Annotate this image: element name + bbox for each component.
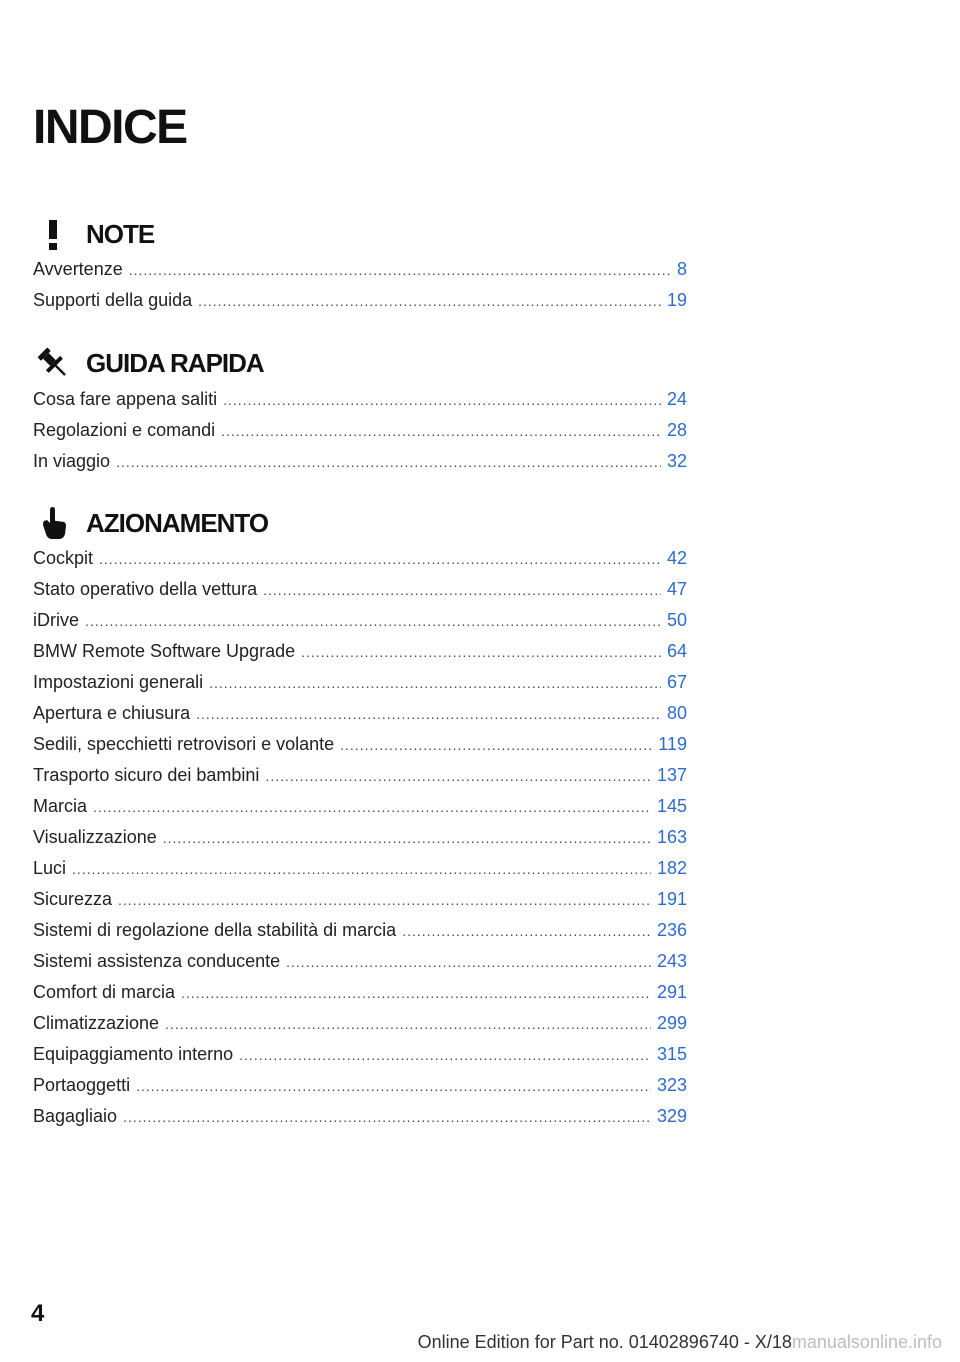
page-number: 4 [31, 1300, 45, 1327]
toc-entry-page[interactable]: 32 [666, 451, 687, 471]
dot-leader [265, 768, 651, 784]
toc-entry[interactable] [33, 734, 687, 758]
toc-entry[interactable] [33, 920, 687, 944]
exclamation-icon [33, 214, 73, 254]
dot-leader [340, 737, 652, 753]
dot-leader [85, 613, 661, 629]
footer [418, 1332, 942, 1353]
dot-leader [196, 706, 661, 722]
toc-entry-page[interactable]: 315 [656, 1044, 687, 1064]
dot-leader [221, 423, 661, 439]
toc-entry-label: Regolazioni e comandi [33, 420, 216, 440]
section-title: NOTE [86, 218, 155, 249]
toc-entry-page[interactable]: 236 [656, 920, 687, 940]
toc-entry-label: Comfort di marcia [33, 982, 176, 1002]
toc-entry-label: Apertura e chiusura [33, 703, 191, 723]
toc-entry-page[interactable]: 67 [666, 672, 687, 692]
toc-entry-label: Sistemi di regolazione della stabilità di marcia [33, 920, 397, 940]
dot-leader [129, 262, 671, 278]
dot-leader [223, 392, 661, 408]
toc-entry-page[interactable]: 24 [666, 389, 687, 409]
toc-entry[interactable] [33, 579, 687, 603]
dot-leader [301, 644, 661, 660]
toc-entry-label: Visualizzazione [33, 827, 157, 847]
watermark: manualsonline.info [791, 1332, 942, 1352]
toc-entry[interactable] [33, 1106, 687, 1130]
dot-leader [136, 1078, 651, 1094]
section-header-note [33, 214, 154, 254]
toc-entry-page[interactable]: 47 [666, 579, 687, 599]
toc-entry[interactable] [33, 1013, 687, 1037]
toc-entry[interactable] [33, 451, 687, 475]
dot-leader [118, 892, 651, 908]
toc-entry-label: Cockpit [33, 548, 94, 568]
toc-entry-page[interactable]: 191 [656, 889, 687, 909]
toc-entry[interactable] [33, 827, 687, 851]
toc-entry[interactable] [33, 610, 687, 634]
toc-entry-label: iDrive [33, 610, 80, 630]
toc-entry-label: Sedili, specchietti retrovisori e volante [33, 734, 335, 754]
toc-entry-label: Portaoggetti [33, 1075, 131, 1095]
toc-entry[interactable] [33, 672, 687, 696]
toc-entry-label: Supporti della guida [33, 290, 193, 310]
section-title: AZIONAMENTO [86, 507, 269, 538]
section-title: GUIDA RAPIDA [86, 347, 264, 378]
toc-entry-page[interactable]: 50 [666, 610, 687, 630]
toc-entry-label: Sistemi assistenza conducente [33, 951, 281, 971]
toc-entry-label: Cosa fare appena saliti [33, 389, 218, 409]
toc-entry-label: In viaggio [33, 451, 111, 471]
toc-entry-label: Stato operativo della vettura [33, 579, 258, 599]
toc-entry-page[interactable]: 145 [656, 796, 687, 816]
pin-icon [33, 343, 73, 383]
toc-entry-label: Climatizzazione [33, 1013, 160, 1033]
toc-entry[interactable] [33, 548, 687, 572]
toc-entry-label: Marcia [33, 796, 88, 816]
toc-entry-page[interactable]: 80 [666, 703, 687, 723]
toc-entry-label: Sicurezza [33, 889, 113, 909]
toc-entry-label: BMW Remote Software Upgrade [33, 641, 296, 661]
toc-entry[interactable] [33, 703, 687, 727]
section-header-azionamento [33, 503, 268, 543]
toc-entry-page[interactable]: 163 [656, 827, 687, 847]
toc-entry[interactable] [33, 889, 687, 913]
toc-entry-page[interactable]: 323 [656, 1075, 687, 1095]
toc-entry[interactable] [33, 1044, 687, 1068]
toc-entry-label: Impostazioni generali [33, 672, 204, 692]
toc-entry[interactable] [33, 420, 687, 444]
dot-leader [286, 954, 651, 970]
toc-entry-page[interactable]: 329 [656, 1106, 687, 1126]
dot-leader [181, 985, 651, 1001]
toc-entry[interactable] [33, 765, 687, 789]
toc-entry-page[interactable]: 299 [656, 1013, 687, 1033]
toc-entry[interactable] [33, 641, 687, 665]
toc-entry-page[interactable]: 137 [656, 765, 687, 785]
dot-leader [116, 454, 661, 470]
toc-entry[interactable] [33, 1075, 687, 1099]
toc-entry-page[interactable]: 291 [656, 982, 687, 1002]
dot-leader [263, 582, 661, 598]
dot-leader [198, 293, 661, 309]
dot-leader [165, 1016, 651, 1032]
toc-entry-page[interactable]: 28 [666, 420, 687, 440]
toc-entry[interactable] [33, 858, 687, 882]
toc-entry-label: Equipaggiamento interno [33, 1044, 234, 1064]
toc-entry[interactable] [33, 982, 687, 1006]
dot-leader [123, 1109, 651, 1125]
toc-entry-label: Avvertenze [33, 259, 123, 279]
section-header-guida-rapida [33, 343, 264, 383]
toc-entry[interactable] [33, 290, 687, 314]
dot-leader [93, 799, 651, 815]
dot-leader [99, 551, 661, 567]
dot-leader [163, 830, 651, 846]
toc-entry[interactable] [33, 951, 687, 975]
toc-entry[interactable] [33, 259, 687, 283]
toc-entry-page[interactable]: 243 [656, 951, 687, 971]
toc-entry-page[interactable]: 119 [658, 734, 687, 754]
toc-entry-page[interactable]: 42 [666, 548, 687, 568]
toc-entry-label: Bagagliaio [33, 1106, 118, 1126]
toc-entry-label: Luci [33, 858, 67, 878]
toc-entry-page[interactable]: 182 [656, 858, 687, 878]
toc-entry-label: Trasporto sicuro dei bambini [33, 765, 260, 785]
dot-leader [402, 923, 651, 939]
edition-text: Online Edition for Part no. 01402896740 - X/18 [417, 1332, 792, 1352]
toc-entry[interactable] [33, 389, 687, 413]
toc-entry-page[interactable]: 19 [666, 290, 687, 310]
dot-leader [239, 1047, 651, 1063]
page-title: INDICE [33, 101, 187, 154]
toc-entry-page[interactable]: 8 [676, 259, 687, 279]
dot-leader [72, 861, 651, 877]
toc-entry-page[interactable]: 64 [666, 641, 687, 661]
toc-entry[interactable] [33, 796, 687, 820]
pointing-hand-icon [33, 503, 73, 543]
dot-leader [209, 675, 661, 691]
